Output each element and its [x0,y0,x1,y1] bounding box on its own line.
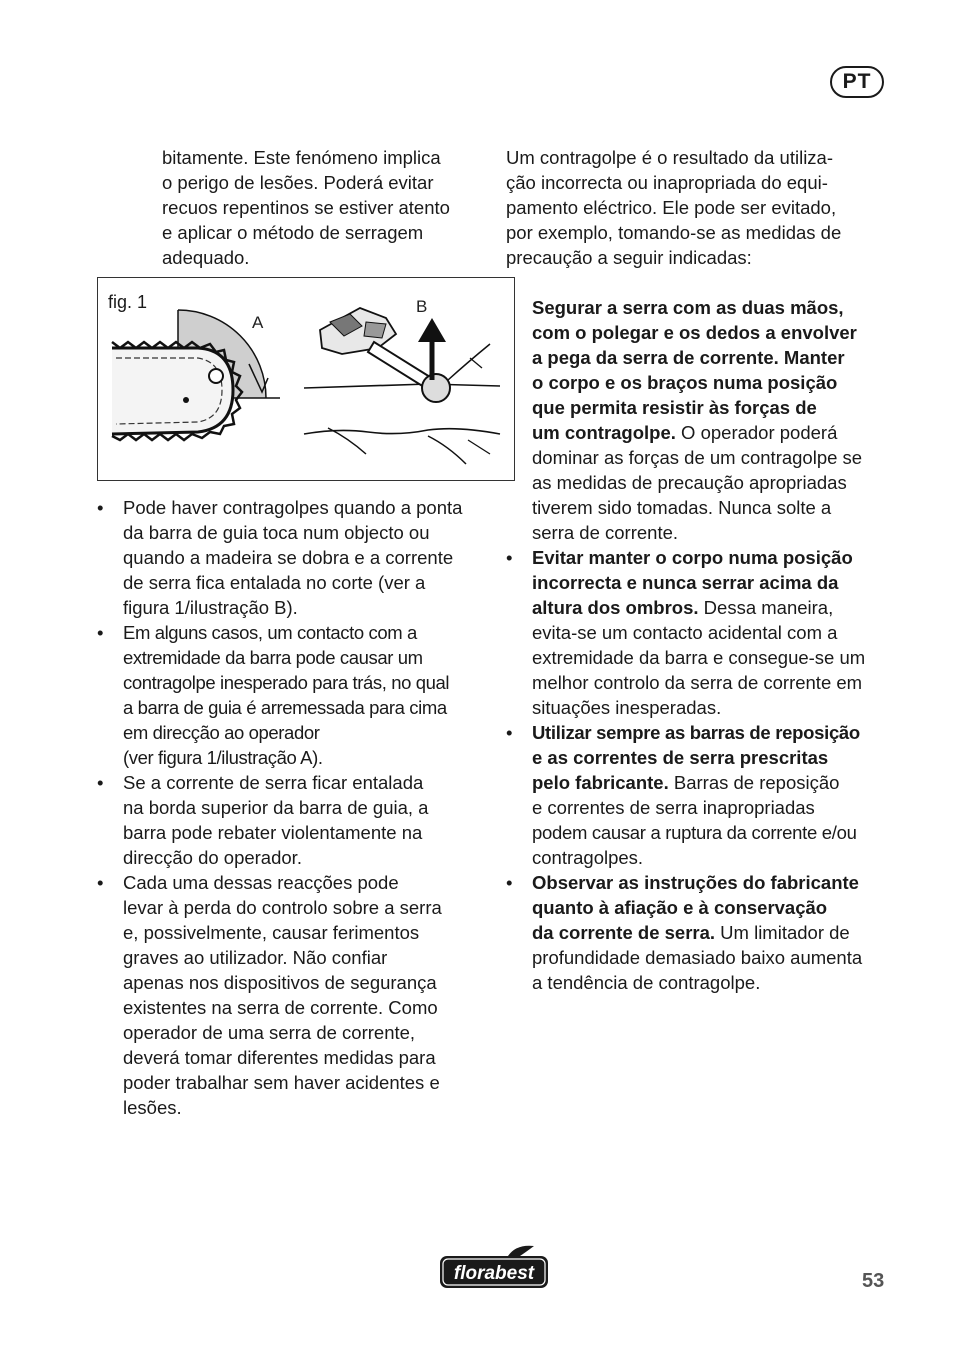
figure-1 [97,277,515,481]
text-line: o perigo de lesões. Poderá evitar [162,172,434,193]
marker-b: B [416,297,428,316]
logo-text: florabest [453,1263,535,1284]
list-item: • Se a corrente de serra ficar entalada na borda superior da barra de guia, a barra pode rebater violentamente na direcção do operador. [97,772,429,868]
right-first-block: Segurar a serra com as duas mãos, com o polegar e os dedos a envolver a pega da serra de corrente. Manter o corpo e os braços numa posição que permita resistir às forças de um contragolpe. O operador poderá dominar as forças de um contragolpe se as medidas de precaução apropriadas tiverem sido tomadas. Nunca solte a serra de corrente. [532,297,863,543]
right-intro: Um contragolpe é o resultado da utiliza- ção incorrecta ou inapropriada do equi- pamento eléctrico. Ele pode ser evitado, por exemplo, tomando-se as medidas de precaução a seguir indicadas: [506,147,842,268]
language-badge: PT [830,66,884,98]
text-line: bitamente. Este fenómeno implica [162,147,441,168]
illustration-a [112,310,280,440]
bullet-icon: • [97,872,104,893]
text-line: recuos repentinos se estiver atento [162,197,450,218]
illustration-b [304,297,500,464]
bullet-icon: • [97,497,104,518]
list-item: • Observar as instruções do fabricante quanto à afiação e à conservação da corrente de serra. Um limitador de profundidade demasiado baixo aumenta a tendência de contragolpe. [506,872,863,993]
bullet-icon: • [506,722,513,743]
figure-label: fig. 1 [108,292,148,312]
left-intro [162,145,492,270]
list-item: • Utilizar sempre as barras de reposição e as correntes de serra prescritas pelo fabricante. Barras de reposição e correntes de serra inapropriadas podem causar a ruptura da corrente e/ou contragolpes. [506,722,860,868]
left-bullets [97,495,492,1120]
list-item: • Pode haver contragolpes quando a ponta da barra de guia toca num objecto ou quando a madeira se dobra e a corrente de serra fica entalada no corte (ver a figura 1/ilustração B). [97,497,463,618]
bullet-icon: • [506,547,513,568]
marker-a: A [252,313,264,332]
list-item: • Em alguns casos, um contacto com a extremidade da barra pode causar um contragolpe inesperado para trás, no qual a barra de guia é arremessada para cima em direcção ao operador (ver figura 1/ilustração A). [97,622,450,768]
list-item: • Evitar manter o corpo numa posição incorrecta e nunca serrar acima da altura dos ombros. Dessa maneira, evita-se um contacto acidental com a extremidade da barra e consegue-se um melhor controlo da serra de corrente em situações inesperadas. [506,547,866,718]
kickback-illustration [98,278,514,480]
bullet-icon: • [97,772,104,793]
text-line: adequado. [162,247,250,268]
right-bullets [506,545,896,995]
page-number: 53 [862,1270,885,1292]
florabest-logo [438,1244,550,1290]
bullet-icon: • [506,872,513,893]
list-item: • Cada uma dessas reacções pode levar à perda do controlo sobre a serra e, possivelmente, causar ferimentos graves ao utilizador. Não confiar apenas nos dispositivos de segurança existentes na serra de corrente. Como operador de uma serra de corrente, deverá tomar diferentes medidas para poder trabalhar sem haver acidentes e lesões. [97,872,442,1118]
text-line: e aplicar o método de serragem [162,222,424,243]
bullet-icon: • [97,622,104,643]
